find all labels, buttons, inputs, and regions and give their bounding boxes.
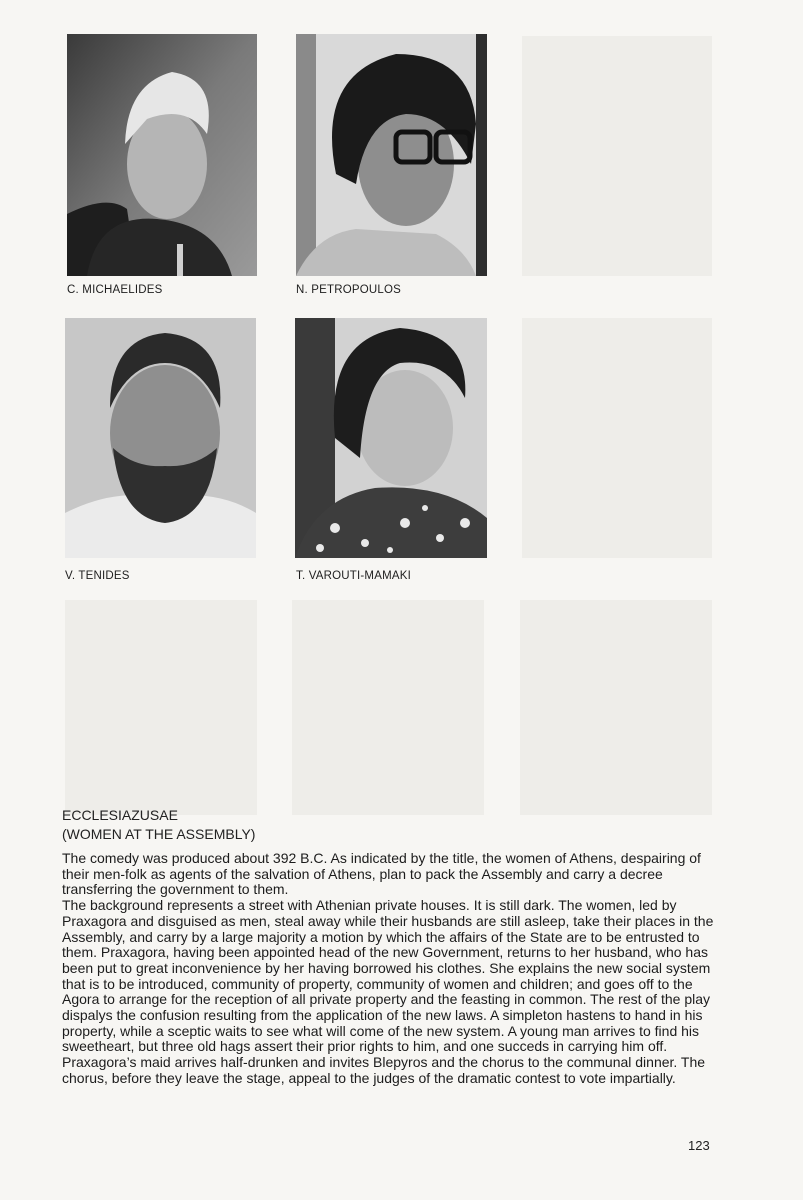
show-through-block [522, 318, 712, 558]
photo-caption: C. MICHAELIDES [67, 284, 163, 296]
article-title: ECCLESIAZUSAE [62, 807, 178, 823]
photo-caption: N. PETROPOULOS [296, 284, 402, 296]
portrait-photo-michaelides [67, 34, 257, 276]
photo-caption: T. VAROUTI-MAMAKI [296, 570, 411, 582]
portrait-photo-petropoulos [296, 34, 487, 276]
page-number: 123 [688, 1138, 710, 1153]
article-subtitle: (WOMEN AT THE ASSEMBLY) [62, 826, 256, 842]
portrait-photo-varouti-mamaki [295, 318, 487, 558]
article-paragraph: The comedy was produced about 392 B.C. As indicated by the title, the women of Athens, despairing of their men-folk as agents of the salvation of Athens, plan to pack the Assembly and carry a decree transferring the government to them. [62, 850, 701, 898]
show-through-block [520, 600, 712, 815]
article-paragraph: The background represents a street with Athenian private houses. It is still dark. The women, led by Praxagora and disguised as men, steal away while their husbands are still asleep, take their places in the Assembly, and carry by a large majority a motion by which the affairs of the State are to be entrusted to them. Praxagora, having been appointed head of the new Government, returns to her husband, who has been put to great inconvenience by her having borrowed his clothes. She explains the new social system that is to be introduced, community of property, community of women and children; and goes off to the Agora to arrange for the reception of all private property and the feasting in common. The rest of the play dispalys the confusion resulting from the application of the new laws. A simpleton hastens to hand in his property, while a sceptic waits to see what will come of the new system. A young man arrives to find his sweetheart, but three old hags assert their prior rights to him, and one succeds in carrying him off. Praxagora’s maid arrives half-drunken and invites Blepyros and the chorus to the communal dinner. The chorus, before they leave the stage, appeal to the judges of the dramatic contest to vote impartially. [62, 897, 714, 1086]
show-through-block [522, 36, 712, 276]
show-through-block [292, 600, 484, 815]
show-through-block [65, 600, 257, 815]
photo-caption: V. TENIDES [65, 570, 130, 582]
article-body [62, 851, 722, 1087]
portrait-photo-tenides [65, 318, 256, 558]
